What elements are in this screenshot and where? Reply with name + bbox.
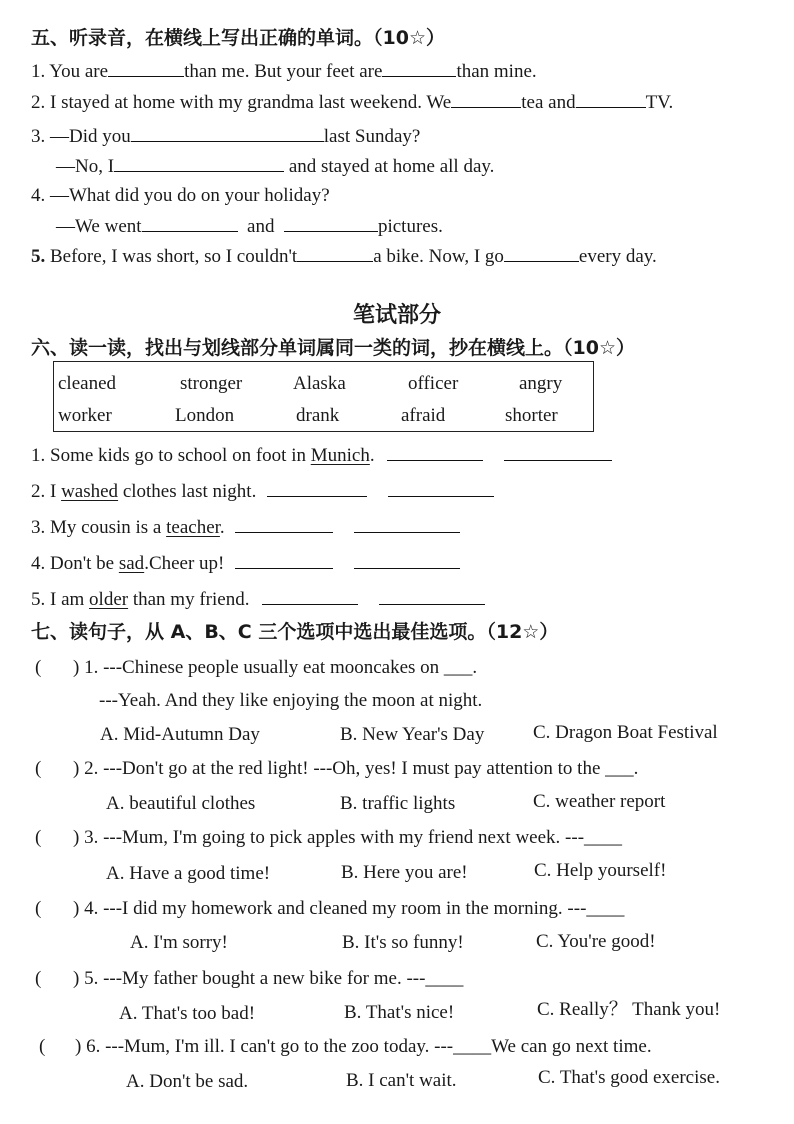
answer-blank[interactable]	[354, 551, 460, 569]
q-text: .	[219, 517, 225, 538]
answer-blank[interactable]	[235, 515, 333, 533]
q-number: 5.	[31, 246, 46, 267]
q-text: Don't be	[50, 553, 115, 574]
q-text: last Sunday?	[323, 126, 421, 147]
q-number: 1.	[31, 445, 46, 466]
word-bank-word: officer	[408, 373, 459, 394]
underlined-word: teacher	[166, 517, 220, 538]
q-number: 3.	[31, 517, 46, 538]
answer-blank[interactable]	[114, 154, 284, 172]
mc-option-b[interactable]: B. New Year's Day	[340, 724, 485, 745]
answer-paren[interactable]: (	[35, 758, 42, 779]
q-text: .	[369, 445, 375, 466]
answer-paren[interactable]: (	[35, 657, 42, 678]
mc-option-b[interactable]: B. Here you are!	[341, 862, 468, 883]
mc-question-stem: ) 2. ---Don't go at the red light! ---Oh, yes! I must pay attention to the ___.	[73, 758, 639, 779]
q-text: than me. But your feet are	[184, 61, 383, 82]
mc-option-b[interactable]: B. That's nice!	[344, 1002, 455, 1023]
s5-question-5	[31, 244, 657, 269]
mc-option-c[interactable]: C. Help yourself!	[534, 860, 667, 881]
s5-question-3b	[56, 154, 494, 179]
mc-question-stem: ) 1. ---Chinese people usually eat mooncakes on ___.	[73, 657, 478, 678]
s6-question-4	[31, 551, 460, 576]
mc-option-a[interactable]: A. Have a good time!	[106, 863, 271, 884]
answer-blank[interactable]	[267, 479, 367, 497]
answer-paren[interactable]: (	[35, 827, 42, 848]
mc-question-stem-2: ---Yeah. And they like enjoying the moon at night.	[99, 690, 483, 711]
q-text: every day.	[578, 246, 657, 267]
s6-question-5	[31, 587, 485, 612]
answer-paren[interactable]: (	[39, 1036, 46, 1057]
word-bank-word: stronger	[180, 373, 243, 394]
q-number: 3.	[31, 126, 46, 147]
answer-blank[interactable]	[451, 90, 521, 108]
answer-blank[interactable]	[576, 90, 646, 108]
answer-paren[interactable]: (	[35, 968, 42, 989]
word-bank-word: Alaska	[293, 373, 346, 394]
mc-option-a[interactable]: A. I'm sorry!	[130, 932, 228, 953]
s5-question-3a	[31, 124, 420, 149]
q-text: I	[50, 481, 57, 502]
underlined-word: washed	[61, 481, 119, 502]
q-text: and	[247, 216, 275, 237]
written-part-title: 笔试部分	[352, 303, 441, 328]
mc-option-b[interactable]: B. traffic lights	[340, 793, 456, 814]
word-bank-word: worker	[58, 405, 112, 426]
mc-option-a[interactable]: A. Don't be sad.	[126, 1071, 249, 1092]
answer-blank[interactable]	[504, 443, 612, 461]
mc-option-c[interactable]: C. Dragon Boat Festival	[533, 722, 718, 743]
mc-option-c[interactable]: C. That's good exercise.	[538, 1067, 720, 1088]
mc-option-c[interactable]: C. weather report	[533, 791, 666, 812]
mc-question-stem: ) 5. ---My father bought a new bike for me. ---____	[73, 968, 464, 989]
mc-question-stem: ) 6. ---Mum, I'm ill. I can't go to the zoo today. ---____We can go next time.	[75, 1036, 652, 1057]
answer-blank[interactable]	[388, 479, 494, 497]
q-text: .Cheer up!	[144, 553, 225, 574]
q-text: Some kids go to school on foot in	[50, 445, 306, 466]
q-text: TV.	[645, 92, 674, 113]
underlined-word: older	[89, 589, 129, 610]
q-number: 4.	[31, 185, 46, 206]
answer-blank[interactable]	[354, 515, 460, 533]
mc-option-a[interactable]: A. beautiful clothes	[106, 793, 256, 814]
q-text: clothes last night.	[122, 481, 257, 502]
s5-question-2	[31, 90, 673, 115]
answer-blank[interactable]	[131, 124, 324, 142]
mc-option-c[interactable]: C. You're good!	[536, 931, 656, 952]
q-text: My cousin is a	[50, 517, 162, 538]
q-number: 1.	[31, 61, 46, 82]
s5-question-1	[31, 59, 537, 84]
s6-question-3	[31, 515, 460, 540]
answer-blank[interactable]	[297, 244, 373, 262]
q-number: 4.	[31, 553, 46, 574]
q-text: I am	[50, 589, 85, 610]
s6-question-1	[31, 443, 612, 468]
mc-option-a[interactable]: A. That's too bad!	[119, 1003, 256, 1024]
q-text: —What did you do on your holiday?	[50, 185, 330, 206]
answer-blank[interactable]	[379, 587, 485, 605]
word-bank-word: drank	[296, 405, 340, 426]
answer-blank[interactable]	[504, 244, 579, 262]
mc-option-b[interactable]: B. I can't wait.	[346, 1070, 457, 1091]
word-bank-word: angry	[519, 373, 563, 394]
q-number: 2.	[31, 481, 46, 502]
answer-blank[interactable]	[382, 59, 456, 77]
word-bank-word: afraid	[401, 405, 446, 426]
q-text: pictures.	[377, 216, 443, 237]
mc-option-a[interactable]: A. Mid-Autumn Day	[100, 724, 260, 745]
section7-heading: 七、读句子，从 A、B、C 三个选项中选出最佳选项。（12☆）	[31, 621, 559, 643]
q-number: 5.	[31, 589, 46, 610]
q-text: than mine.	[456, 61, 537, 82]
answer-blank[interactable]	[262, 587, 358, 605]
word-bank-word: London	[175, 405, 235, 426]
q-text: I stayed at home with my grandma last weekend. We	[50, 92, 452, 113]
answer-blank[interactable]	[235, 551, 333, 569]
section5-heading: 五、听录音，在横线上写出正确的单词。（10☆）	[31, 27, 445, 49]
underlined-word: Munich	[310, 445, 370, 466]
mc-option-c[interactable]: C. Really？ Thank you!	[537, 999, 721, 1020]
q-text: —We went	[56, 216, 142, 237]
s5-question-4a	[31, 184, 330, 208]
q-text: —No, I	[56, 156, 115, 177]
answer-blank[interactable]	[387, 443, 483, 461]
word-bank-word: cleaned	[58, 373, 117, 394]
answer-paren[interactable]: (	[35, 898, 42, 919]
q-number: 2.	[31, 92, 46, 113]
q-text: tea and	[521, 92, 576, 113]
mc-option-b[interactable]: B. It's so funny!	[342, 932, 464, 953]
answer-blank[interactable]	[108, 59, 184, 77]
underlined-word: sad	[118, 553, 145, 574]
q-text: —Did you	[50, 126, 131, 147]
q-text: a bike. Now, I go	[373, 246, 504, 267]
q-text: Before, I was short, so I couldn't	[50, 246, 298, 267]
q-text: than my friend.	[132, 589, 250, 610]
q-text: You are	[49, 61, 109, 82]
s6-question-2	[31, 479, 494, 504]
word-bank-box	[53, 361, 594, 432]
mc-question-stem: ) 4. ---I did my homework and cleaned my room in the morning. ---____	[73, 898, 625, 919]
q-text: and stayed at home all day.	[288, 156, 495, 177]
word-bank-word: shorter	[505, 405, 558, 426]
mc-question-stem: ) 3. ---Mum, I'm going to pick apples with my friend next week. ---____	[73, 827, 623, 848]
s5-question-4b	[56, 214, 443, 239]
section6-heading: 六、读一读，找出与划线部分单词属同一类的词，抄在横线上。（10☆）	[31, 337, 635, 359]
answer-blank[interactable]	[284, 214, 378, 232]
answer-blank[interactable]	[142, 214, 238, 232]
